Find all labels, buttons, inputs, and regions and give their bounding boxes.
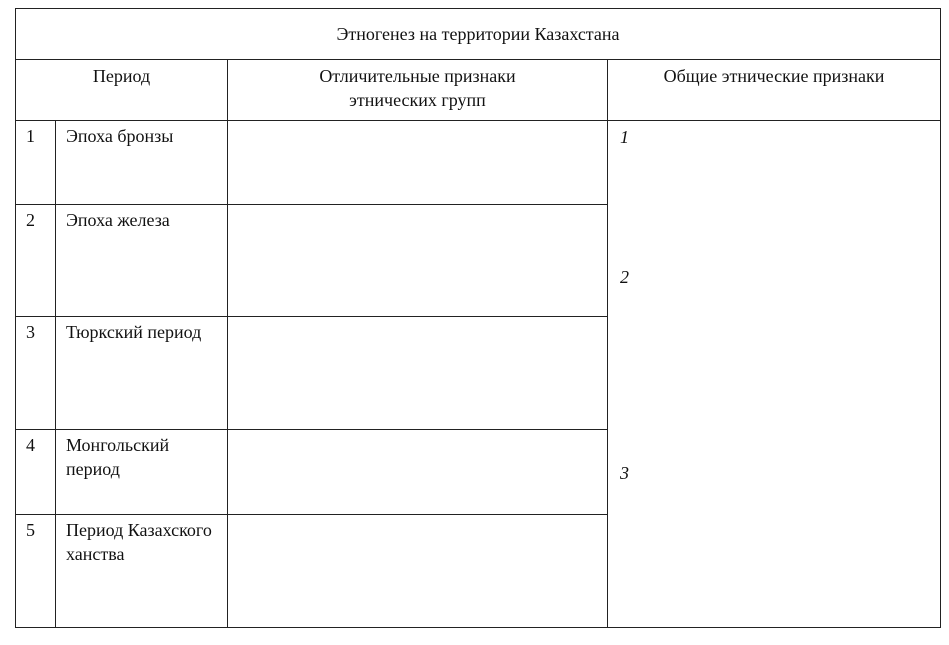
common-marker-2: 2 (620, 267, 629, 287)
table-row (16, 121, 941, 205)
common-features-cell[interactable] (608, 121, 941, 628)
row-period: Эпоха железа (56, 205, 228, 317)
row-period: Период Казахского ханства (56, 515, 228, 628)
row-number: 2 (16, 205, 56, 317)
table-title: Этногенез на территории Казахстана (16, 9, 941, 60)
row-number: 3 (16, 317, 56, 430)
row-distinctive-features-cell[interactable] (228, 430, 608, 515)
row-distinctive-features-cell[interactable] (228, 205, 608, 317)
row-number: 5 (16, 515, 56, 628)
row-distinctive-features-cell[interactable] (228, 121, 608, 205)
header-period: Период (16, 60, 228, 121)
row-period: Монгольский период (56, 430, 228, 515)
row-number: 4 (16, 430, 56, 515)
header-common-features: Общие этнические признаки (608, 60, 941, 121)
header-distinctive-line-1: Отличительные признаки (319, 66, 516, 86)
row-period: Тюркский период (56, 317, 228, 430)
row-distinctive-features-cell[interactable] (228, 515, 608, 628)
common-marker-3: 3 (620, 463, 629, 483)
header-distinctive-line-2: этнических групп (349, 90, 486, 110)
ethnogenesis-table (15, 8, 941, 628)
header-distinctive-features (228, 60, 608, 121)
row-period: Эпоха бронзы (56, 121, 228, 205)
common-marker-1: 1 (620, 127, 629, 147)
row-distinctive-features-cell[interactable] (228, 317, 608, 430)
row-number: 1 (16, 121, 56, 205)
